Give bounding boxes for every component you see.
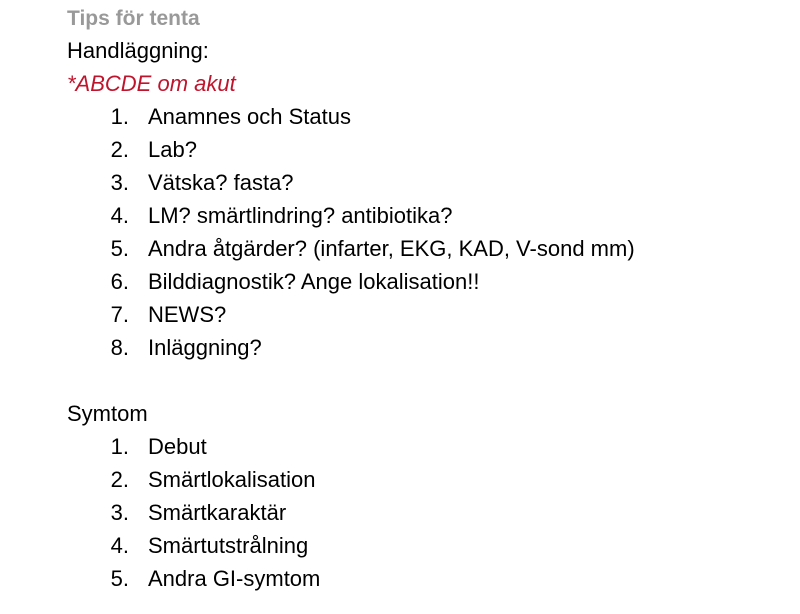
- list-item-number: 8.: [110, 335, 129, 360]
- list-item-text: Inläggning?: [148, 335, 262, 360]
- list-item: [67, 232, 787, 265]
- list-item: [67, 100, 787, 133]
- list-item-text: LM? smärtlindring? antibiotika?: [148, 203, 453, 228]
- list-item-number: 2.: [110, 467, 129, 492]
- document-title: Tips för tenta: [67, 7, 200, 30]
- blank-line: [67, 364, 787, 397]
- list-item-number: 5.: [110, 566, 129, 591]
- list-item-number: 7.: [110, 302, 129, 327]
- list-item: [67, 331, 787, 364]
- list-item-text: Andra åtgärder? (infarter, EKG, KAD, V-sond mm): [148, 236, 635, 261]
- list-item: [67, 529, 787, 562]
- list-item-number: 2.: [110, 137, 129, 162]
- list-item: [67, 562, 787, 595]
- abcde-note: *ABCDE om akut: [67, 71, 236, 96]
- list-item: [67, 265, 787, 298]
- list-item: [67, 430, 787, 463]
- list-item: [67, 298, 787, 331]
- list-item-number: 1.: [110, 434, 129, 459]
- list-item-text: Smärtkaraktär: [148, 500, 287, 525]
- section-heading-symtom: Symtom: [67, 401, 148, 426]
- list-item-number: 4.: [110, 203, 129, 228]
- list-item-text: NEWS?: [148, 302, 227, 327]
- list-item: [67, 166, 787, 199]
- document-body: [67, 4, 787, 595]
- handlaggning-list: [67, 100, 787, 364]
- symtom-list: [67, 430, 787, 595]
- list-item-number: 3.: [110, 500, 129, 525]
- list-item-text: Lab?: [148, 137, 197, 162]
- list-item-number: 6.: [110, 269, 129, 294]
- list-item-text: Anamnes och Status: [148, 104, 352, 129]
- section-heading-handlaggning: Handläggning:: [67, 38, 209, 63]
- list-item-text: Bilddiagnostik? Ange lokalisation!!: [148, 269, 480, 294]
- list-item-text: Smärtutstrålning: [148, 533, 309, 558]
- list-item: [67, 496, 787, 529]
- list-item-number: 1.: [110, 104, 129, 129]
- list-item-text: Vätska? fasta?: [148, 170, 294, 195]
- list-item-number: 4.: [110, 533, 129, 558]
- list-item: [67, 463, 787, 496]
- list-item-text: Smärtlokalisation: [148, 467, 316, 492]
- list-item: [67, 199, 787, 232]
- list-item-text: Debut: [148, 434, 207, 459]
- list-item-number: 5.: [110, 236, 129, 261]
- list-item: [67, 133, 787, 166]
- list-item-number: 3.: [110, 170, 129, 195]
- list-item-text: Andra GI-symtom: [148, 566, 321, 591]
